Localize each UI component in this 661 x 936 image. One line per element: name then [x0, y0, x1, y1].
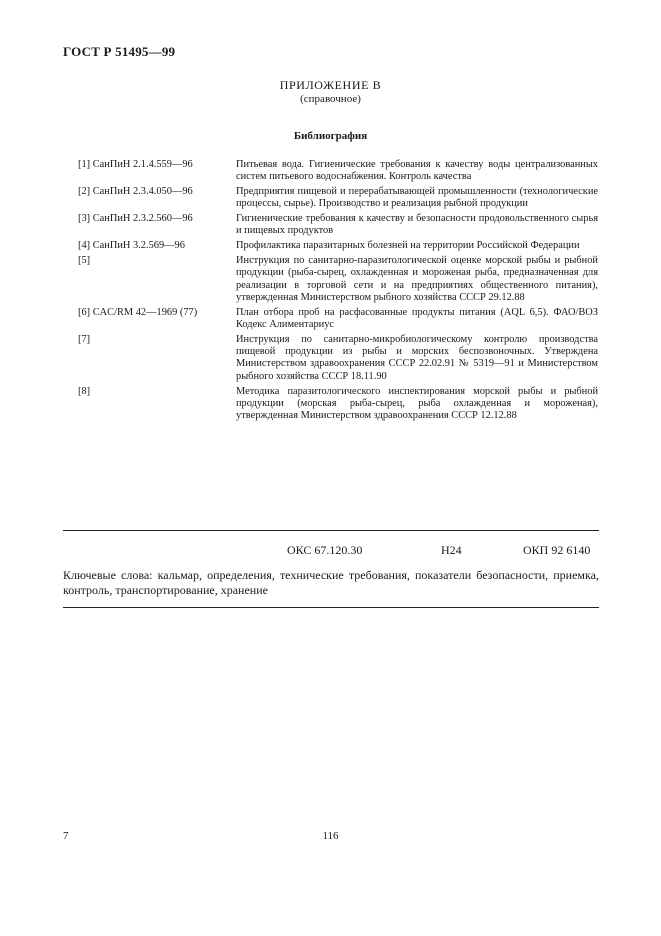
entry-reference: [7] [78, 333, 91, 345]
entry-reference: [5] [78, 255, 91, 267]
bibliography-entry [78, 159, 598, 184]
bibliography-list [78, 159, 598, 425]
entry-text: Инструкция по санитарно-микробиологическому контролю производства пищевой продукции из рыбы и морских беспозвоночных. Утверждена Министерством здравоохранения СССР 22.02.91 № 5319—91 и Министерством рыбного хозяйства СССР 18.11.90 [236, 333, 598, 382]
top-rule-divider [63, 530, 599, 531]
oks-code: ОКС 67.120.30 [287, 543, 363, 557]
entry-reference: [3] СанПиН 2.3.2.560—96 [78, 213, 193, 225]
entry-text: Профилактика паразитарных болезней на территории Российской Федерации [236, 240, 580, 252]
bibliography-entry [78, 255, 598, 304]
entry-text: Гигиенические требования к качеству и безопасности продовольственного сырья и пищевых продуктов [236, 213, 598, 237]
bottom-rule-divider [63, 607, 599, 608]
bibliography-heading: Библиография [293, 130, 368, 142]
bibliography-entry [78, 334, 598, 383]
bibliography-entry [78, 240, 598, 252]
bibliography-entry [78, 213, 598, 238]
page-number: 116 [322, 830, 339, 842]
entry-reference: [1] СанПиН 2.1.4.559—96 [78, 159, 193, 170]
entry-text: Предприятия пищевой и перерабатывающей промышленности (технологические процессы, сырье). Производство и реализация рыбной продукции [236, 186, 598, 210]
entry-reference: [4] СанПиН 3.2.569—96 [78, 240, 185, 252]
document-code: ГОСТ Р 51495—99 [63, 44, 176, 59]
appendix-title: ПРИЛОЖЕНИЕ В [279, 78, 382, 92]
footer-left-number: 7 [63, 830, 69, 842]
entry-reference: [8] [78, 385, 91, 397]
appendix-note: (справочное) [300, 93, 361, 105]
okp-code: ОКП 92 6140 [523, 543, 591, 557]
group-code: Н24 [441, 543, 462, 557]
entry-text: Инструкция по санитарно-паразитологической оценке морской рыбы и рыбной продукции (рыба-сырец, охлажденная и мороженая рыба, предназначенная для реализации в торговой сети и на предприятиях общественного питания), утвержденная Министерством рыбного хозяйства СССР 29.12.88 [236, 255, 598, 303]
entry-text: Методика паразитологического инспектирования морской рыбы и рыбной продукции (морская рыба-сырец, рыба охлажденная и мороженая), утвержденная Министерством здравоохранения СССР 12.12.88 [236, 385, 598, 422]
entry-text: Питьевая вода. Гигиенические требования к качеству воды централизованных систем питьевого водоснабжения. Контроль качества [236, 159, 598, 183]
bibliography-entry [78, 307, 598, 332]
keywords-text: Ключевые слова: кальмар, определения, технические требования, показатели безопасности, приемка, контроль, транспортирование, хранение [63, 568, 599, 597]
entry-text: План отбора проб на расфасованные продукты питания (AQL 6,5). ФАО/ВОЗ Кодекс Алиментариус [236, 306, 598, 331]
bibliography-entry [78, 386, 598, 423]
entry-reference: [6] CAC/RM 42—1969 (77) [78, 306, 198, 318]
entry-reference: [2] СанПиН 2.3.4.050—96 [78, 186, 193, 198]
bibliography-entry [78, 186, 598, 211]
